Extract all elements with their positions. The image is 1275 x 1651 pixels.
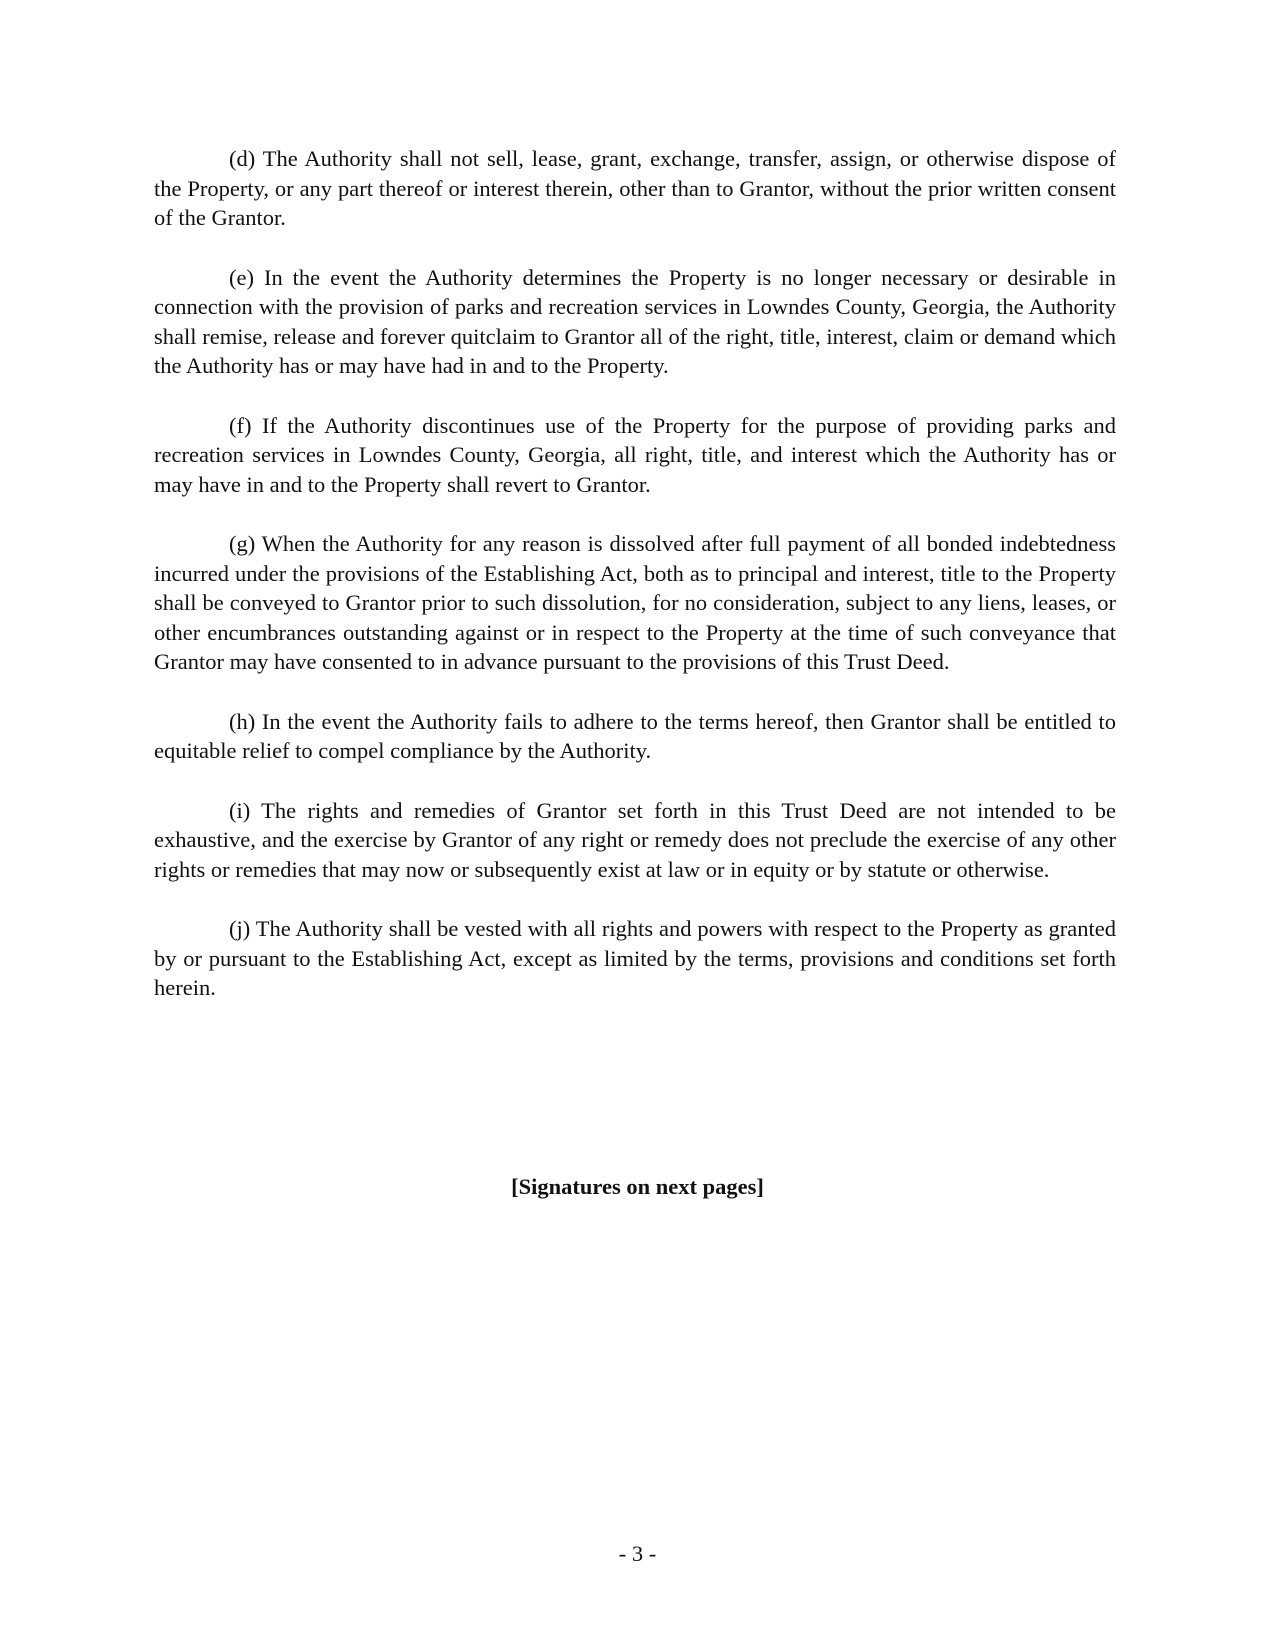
clause-i: (i) The rights and remedies of Grantor set forth in this Trust Deed are not intended to be exhaustive, and the exercise by Grantor of any right or remedy does not preclude the exercise of any other rights or remedies that may now or subsequently exist at law or in equity or by statute or otherwise. [154, 797, 1116, 882]
clause-d: (d) The Authority shall not sell, lease, grant, exchange, transfer, assign, or otherwise dispose of the Property, or any part thereof or interest therein, other than to Grantor, without the prior written consent of the Grantor. [154, 146, 1116, 230]
clause-g: (g) When the Authority for any reason is dissolved after full payment of all bonded indebtedness incurred under the provisions of the Establishing Act, both as to principal and interest, title to the Property shall be conveyed to Grantor prior to such dissolution, for no consideration, subject to any liens, leases, or other encumbrances outstanding against or in respect to the Property at the time of such conveyance that Grantor may have consented to in advance pursuant to the provisions of this Trust Deed. [154, 531, 1116, 674]
clause-h: (h) In the event the Authority fails to adhere to the terms hereof, then Grantor shall be entitled to equitable relief to compel compliance by the Authority. [154, 708, 1116, 763]
document-body [154, 144, 1116, 1033]
signatures-note: [Signatures on next pages] [511, 1174, 764, 1199]
clause-j: (j) The Authority shall be vested with all rights and powers with respect to the Property as granted by or pursuant to the Establishing Act, except as limited by the terms, provisions and conditions set forth herein. [154, 916, 1116, 1000]
clause-f: (f) If the Authority discontinues use of the Property for the purpose of providing parks and recreation services in Lowndes County, Georgia, all right, title, and interest which the Authority has or may have in and to the Property shall revert to Grantor. [154, 412, 1116, 497]
page-number: - 3 - [618, 1541, 657, 1566]
clause-e: (e) In the event the Authority determines the Property is no longer necessary or desirable in connection with the provision of parks and recreation services in Lowndes County, Georgia, the Authority shall remise, release and forever quitclaim to Grantor all of the right, title, interest, claim or demand which the Authority has or may have had in and to the Property. [154, 264, 1116, 378]
